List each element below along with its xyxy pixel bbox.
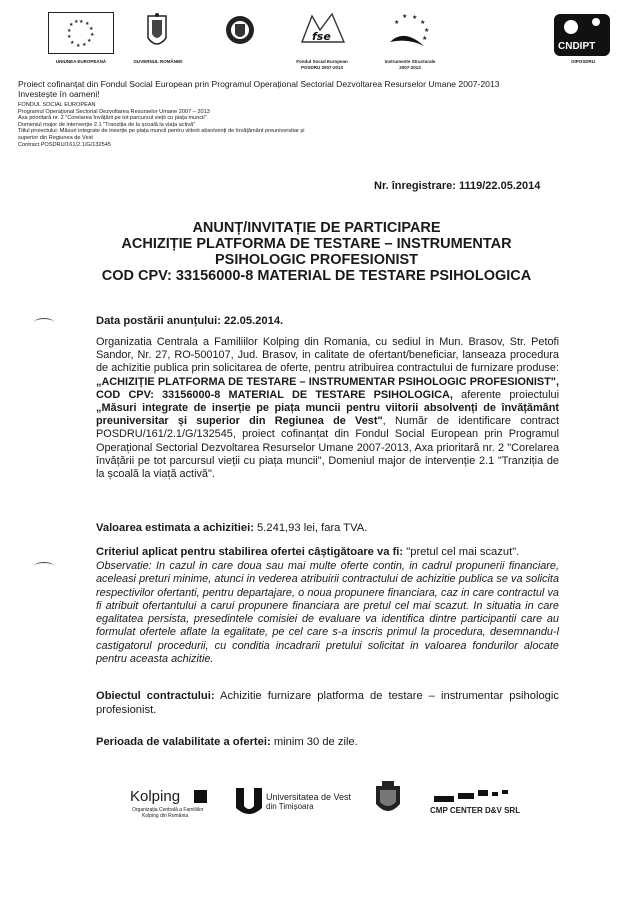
criterion-value: "pretul cel mai scazut".	[403, 546, 520, 558]
svg-text:★: ★	[69, 22, 74, 28]
kolping-sub1: Organizația Centrală a Familiilor	[132, 807, 204, 813]
cmp-name: CMP CENTER D&V SRL	[430, 806, 521, 815]
estimated-value-text: 5.241,93 lei, fara TVA.	[253, 522, 368, 534]
object-value: Achizitie furnizare platforma de testare – instrumentar psihologic profesionist.	[96, 690, 559, 716]
estimated-label: Valoarea estimata a achizitiei:	[96, 522, 254, 534]
criterion-label: Criteriul aplicat pentru stabilirea ofertei câștigătoare va fi:	[96, 546, 404, 558]
small-line: Titlul proiectului: Măsuri integrate de inserție pe piața muncii pentru viitorii absolvenți de învățământ preuniversitar și	[18, 128, 305, 135]
crest-icon	[146, 12, 168, 54]
intro-bold-1: „ACHIZIȚIE PLATFORMA DE TESTARE – INSTRUMENTAR PSIHOLOGIC PROFESIONIST", COD CPV: 33156000-8 MATERIAL DE TESTARE PSIHOLOGICA,	[96, 375, 559, 401]
fse-icon	[298, 12, 348, 54]
svg-text:★: ★	[424, 27, 430, 34]
ministry-seal-logo	[224, 12, 256, 52]
small-lines-block	[18, 102, 304, 148]
svg-text:★: ★	[394, 19, 400, 26]
contract-object	[96, 690, 559, 717]
fse-caption2: POSDRU 2007-2013	[300, 65, 344, 70]
cmp-blocks-icon	[434, 790, 510, 804]
government-caption: GUVERNUL ROMÂNIEI	[133, 59, 183, 64]
cndipt-dot-icon	[592, 18, 600, 26]
validity-value: minim 30 de zile.	[270, 736, 358, 748]
svg-text:★: ★	[420, 19, 426, 26]
margin-mark	[34, 318, 54, 327]
cndipt-circle-icon	[564, 20, 578, 34]
intro-bold-2: „Măsuri integrate de inserție pe piața muncii pentru viitorii absolvenți de învățământ preuniversitar și superior din Regiunea de Vest"	[96, 402, 559, 428]
project-line-1: Proiect cofinanțat din Fondul Social European prin Programul Operațional Sectorial Dezvoltarea Resurselor Umane 2007-2013	[18, 79, 500, 89]
svg-text:★: ★	[82, 42, 87, 48]
city-crest-icon	[372, 780, 404, 820]
posting-label: Data postării anunțului:	[96, 315, 221, 327]
title-line-3: PSIHOLOGIC PROFESIONIST	[214, 252, 419, 268]
object-label: Obiectul contractului:	[96, 690, 215, 702]
government-crest-logo	[146, 12, 168, 54]
fse-logo	[298, 12, 348, 54]
oiposdru-caption: OIPOSDRU	[570, 59, 595, 64]
intro-text-2: aferente proiectului	[452, 388, 559, 401]
svg-text:★: ★	[89, 26, 94, 32]
fse-caption: Fondul Social European	[296, 59, 348, 64]
estimated-value	[96, 522, 559, 536]
posting-value: 22.05.2014.	[224, 315, 284, 327]
svg-text:★: ★	[87, 38, 92, 44]
eu-flag-logo	[48, 12, 114, 54]
cmp-center-logo	[430, 790, 540, 820]
margin-mark	[34, 562, 54, 571]
posting-date	[96, 315, 559, 329]
offer-validity	[96, 736, 559, 750]
uvt-emblem-icon	[234, 786, 264, 816]
title-line-4: COD CPV: 33156000-8 MATERIAL DE TESTARE PSIHOLOGICA	[101, 268, 532, 284]
kolping-sub2: Kolping din România	[142, 813, 189, 819]
stars-swirl-icon	[384, 10, 436, 56]
svg-text:★: ★	[85, 21, 90, 27]
intro-text-1: Organizatia Centrala a Familiilor Kolping din Romania, cu sediul in Mun. Brasov, Str. Petofi Sandor, Nr. 27, RO-500107, Jud. Brasov, in calitate de ofertant/beneficiar, lanseaza procedura de achizitie publica prin solicitarea de oferte, pentru atribuirea contractului de furnizare produse:	[96, 336, 559, 375]
uvt-line2: din Timișoara	[266, 802, 314, 811]
svg-text:★: ★	[67, 34, 72, 40]
svg-text:fse: fse	[312, 30, 331, 43]
small-line: Axa prioritară nr. 2 "Corelarea învățării pe tot parcursul vieții cu piața muncii"	[18, 115, 207, 122]
small-line: Programul Operațional Sectorial Dezvoltarea Resurselor Umane 2007 – 2013	[18, 108, 210, 115]
small-line: Domeniul major de intervenție 2.1 "Tranziția de la școală la viața activă"	[18, 121, 196, 128]
title-line-1: ANUNȚ/INVITAȚIE DE PARTICIPARE	[192, 220, 441, 236]
svg-text:★: ★	[402, 13, 408, 20]
structural-instruments-logo	[384, 10, 436, 56]
kolping-logo	[130, 788, 210, 824]
title-line-2: ACHIZIȚIE PLATFORMA DE TESTARE – INSTRUMENTAR	[121, 236, 512, 252]
small-line: FONDUL SOCIAL EUROPEAN	[18, 102, 96, 108]
svg-text:★: ★	[412, 14, 418, 21]
eu-stars-icon	[49, 13, 113, 53]
registration-number: Nr. înregistrare: 1119/22.05.2014	[374, 180, 541, 192]
svg-text:★: ★	[67, 28, 72, 34]
validity-label: Perioada de valabilitate a ofertei:	[96, 736, 271, 748]
cndipt-text: CNDIPT	[558, 41, 596, 52]
svg-text:★: ★	[76, 43, 81, 49]
intro-paragraph	[96, 336, 559, 481]
small-line: superior din Regiunea de Vest	[18, 134, 93, 141]
uvt-line1: Universitatea de Vest	[266, 792, 352, 802]
project-line-2: Investește în oameni!	[18, 89, 100, 99]
svg-text:★: ★	[79, 19, 84, 25]
criterion-line	[96, 546, 559, 560]
seal-icon	[224, 12, 256, 52]
criterion-observation: Observatie: In cazul in care doua sau mai multe oferte contin, in cadrul propunerii financiare, aceleasi preturi minime, atunci in vederea atribuirii contractului de achizitie publica se va solicita respectivilor ofertanti, pentru departajare, o noua propunere financiara, caz in care contractul va fi atribuit ofertantului a carui propunere financiara are pretul cel mai scazut. In situatia in care egalitatea persista, presedintele comisiei de evaluare va identifica dintre participantii care au formulat ofertele aflate la egalitate, pe cel care s-a inscris primul la procedura, desemnandu-l castigatorul procedurii, cu conditia incadrarii pretului solicitat in valoarea fondurilor alocate pentru aceasta achizitie.	[96, 560, 559, 666]
svg-text:★: ★	[74, 19, 79, 25]
small-line: Contract POSDRU/161/2.1/G/132545	[18, 141, 111, 148]
crest-footer-logo	[372, 780, 404, 820]
kolping-name: Kolping	[130, 788, 181, 805]
kolping-k-icon	[194, 790, 207, 803]
intro-text-3: , Număr de identificare contract POSDRU/161/2.1/G/132545, proiect cofinanțat din Fondul Social European prin Programul Operațional Sectorial Dezvoltarea Resurselor Umane 2007-2013, Axa prioritară nr. 2 "Corelarea învățării pe tot parcursul vieții cu piața muncii", Domeniul major de intervenție 2.1 "Tranziția de la școală la viață activă".	[96, 415, 560, 481]
svg-text:★: ★	[90, 32, 95, 38]
svg-text:★: ★	[70, 40, 75, 46]
eu-caption: UNIUNEA EUROPEANĂ	[55, 59, 107, 64]
structural-caption2: 2007-2013	[399, 65, 421, 70]
structural-caption: Instrumente Structurale	[384, 59, 436, 64]
uvt-logo	[234, 786, 374, 820]
cndipt-logo	[554, 14, 610, 56]
svg-text:★: ★	[422, 35, 428, 42]
